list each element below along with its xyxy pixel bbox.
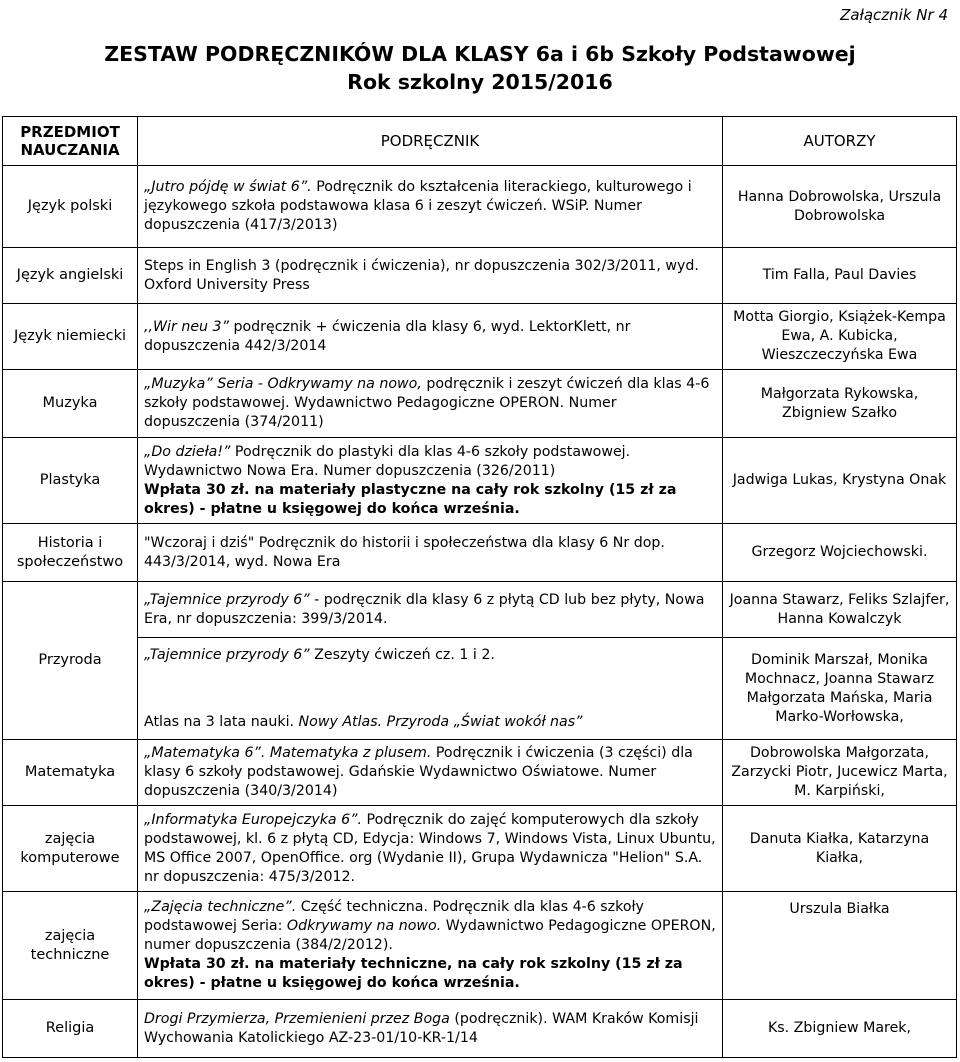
- payment-note: Wpłata 30 zł. na materiały techniczne, na cały rok szkolny (15 zł za okres) - płatne u księgowej do końca września.: [144, 956, 683, 991]
- book-cell: [138, 304, 723, 370]
- subject-cell: Matematyka: [3, 740, 138, 806]
- authors-cell: Ks. Zbigniew Marek,: [723, 1000, 957, 1058]
- authors-cell: Motta Giorgio, Książek-Kempa Ewa, A. Kubicka, Wieszczeczyńska Ewa: [723, 304, 957, 370]
- subject-cell: zajęcia komputerowe: [3, 806, 138, 892]
- book-details: Część techniczna. Podręcznik dla klas 4-6 szkoły podstawowej Seria:: [144, 899, 644, 934]
- book-cell: Steps in English 3 (podręcznik i ćwiczenia), nr dopuszczenia 302/3/2011, wyd. Oxford University Press: [138, 248, 723, 304]
- annex-label: Załącznik Nr 4: [840, 6, 948, 24]
- book-details: Podręcznik do zajęć komputerowych dla szkoły podstawowej, kl. 6 z płytą CD, Edycja: Windows 7, Windows Vista, Linux Ubuntu, MS Office 2007, OpenOffice. org (Wydanie II), Grupa Wydawnicza "Helion" S.A. nr dopuszczenia: 475/3/2012.: [144, 811, 716, 885]
- book-title: Drogi Przymierza, Przemienieni przez Boga: [144, 1010, 450, 1027]
- table-row: [3, 1000, 957, 1058]
- book-title: ,,Wir neu 3”: [144, 318, 229, 335]
- authors-cell: Grzegorz Wojciechowski.: [723, 524, 957, 582]
- book-cell: [138, 1000, 723, 1058]
- authors-cell: Małgorzata Rykowska, Zbigniew Szałko: [723, 370, 957, 438]
- table-row: [3, 582, 957, 638]
- book-cell: [138, 638, 723, 740]
- atlas-title: Nowy Atlas. Przyroda „Świat wokół nas”: [298, 714, 583, 730]
- table-row: [3, 370, 957, 438]
- book-cell: [138, 438, 723, 524]
- authors-cell: Jadwiga Lukas, Krystyna Onak: [723, 438, 957, 524]
- payment-note: Wpłata 30 zł. na materiały plastyczne na cały rok szkolny (15 zł za okres) - płatne u księgowej do końca września.: [144, 481, 677, 517]
- subject-cell: Muzyka: [3, 370, 138, 438]
- table-row: [3, 892, 957, 1000]
- textbook-table: [2, 116, 957, 1058]
- table-row: [3, 638, 957, 740]
- book-cell: [138, 370, 723, 438]
- page-title: [0, 40, 960, 96]
- book-details: podręcznik + ćwiczenia dla klasy 6, wyd. LektorKlett, nr dopuszczenia 442/3/2014: [144, 318, 631, 354]
- subject-cell: Historia i społeczeństwo: [3, 524, 138, 582]
- book-cell: [138, 892, 723, 1000]
- subject-cell: Język polski: [3, 166, 138, 248]
- table-row: [3, 806, 957, 892]
- book-details: - podręcznik dla klasy 6 z płytą CD lub bez płyty, Nowa Era, nr dopuszczenia: 399/3/2014.: [144, 591, 705, 627]
- table-row: [3, 166, 957, 248]
- subject-cell: zajęcia techniczne: [3, 892, 138, 1000]
- book-cell: [138, 806, 723, 892]
- book-title: „Jutro pójdę w świat 6”.: [144, 179, 312, 195]
- book-cell: [138, 582, 723, 638]
- subject-cell: Język niemiecki: [3, 304, 138, 370]
- table-row: [3, 524, 957, 582]
- authors-cell: Dominik Marszał, Monika Mochnacz, Joanna Stawarz Małgorzata Mańska, Maria Marko-Worłowska,: [723, 638, 957, 740]
- book-details: Podręcznik do kształcenia literackiego, kulturowego i językowego szkoła podstawowa klasa 6 i zeszyt ćwiczeń. WSiP. Numer dopuszczenia (417/3/2013): [144, 179, 692, 233]
- table-row: [3, 248, 957, 304]
- table-row: [3, 304, 957, 370]
- book-details: Podręcznik do plastyki dla klas 4-6 szkoły podstawowej. Wydawnictwo Nowa Era. Numer dopuszczenia (326/2011): [144, 443, 631, 479]
- book-title: „Muzyka” Seria - Odkrywamy na nowo,: [144, 376, 422, 392]
- title-line-1: ZESTAW PODRĘCZNIKÓW DLA KLASY 6a i 6b Szkoły Podstawowej: [104, 42, 856, 66]
- book-details: Zeszyty ćwiczeń cz. 1 i 2.: [309, 647, 495, 663]
- header-authors: AUTORZY: [723, 117, 957, 166]
- header-subject: PRZEDMIOT NAUCZANIA: [3, 117, 138, 166]
- book-title: „Informatyka Europejczyka 6”.: [144, 811, 363, 828]
- authors-cell: Urszula Białka: [723, 892, 957, 1000]
- book-cell: [138, 740, 723, 806]
- book-details: Podręcznik i ćwiczenia (3 części) dla klasy 6 szkoły podstawowej. Gdańskie Wydawnictwo Oświatowe. Numer dopuszczenia (340/3/2014): [144, 745, 693, 799]
- book-title: „Do dzieła!”: [144, 443, 231, 460]
- book-details: podręcznik i zeszyt ćwiczeń dla klas 4-6 szkoły podstawowej. Wydawnictwo Pedagogiczne OPERON. Numer dopuszczenia (374/2011): [144, 376, 710, 430]
- table-row: [3, 438, 957, 524]
- subject-cell: Przyroda: [3, 582, 138, 740]
- title-line-2: Rok szkolny 2015/2016: [347, 70, 613, 94]
- book-title: „Tajemnice przyrody 6”: [144, 591, 310, 608]
- subject-cell: Język angielski: [3, 248, 138, 304]
- table-header-row: [3, 117, 957, 166]
- atlas-text: Atlas na 3 lata nauki.: [144, 714, 299, 730]
- book-series: Odkrywamy na nowo.: [286, 918, 442, 934]
- subject-cell: Plastyka: [3, 438, 138, 524]
- header-book: PODRĘCZNIK: [138, 117, 723, 166]
- book-title: „Tajemnice przyrody 6”: [144, 647, 310, 663]
- authors-cell: Dobrowolska Małgorzata, Zarzycki Piotr, Jucewicz Marta, M. Karpiński,: [723, 740, 957, 806]
- book-details: (podręcznik). WAM Kraków Komisji Wychowania Katolickiego AZ-23-01/10-KR-1/14: [144, 1010, 699, 1046]
- book-publisher: Wydawnictwo Pedagogiczne OPERON, numer dopuszczenia (384/2/2012).: [144, 918, 716, 953]
- authors-cell: Hanna Dobrowolska, Urszula Dobrowolska: [723, 166, 957, 248]
- book-cell: "Wczoraj i dziś" Podręcznik do historii i społeczeństwa dla klasy 6 Nr dop. 443/3/2014, wyd. Nowa Era: [138, 524, 723, 582]
- authors-cell: Danuta Kiałka, Katarzyna Kiałka,: [723, 806, 957, 892]
- table-row: [3, 740, 957, 806]
- book-title: „Zajęcia techniczne”.: [144, 899, 297, 915]
- authors-cell: Tim Falla, Paul Davies: [723, 248, 957, 304]
- subject-cell: Religia: [3, 1000, 138, 1058]
- book-title: „Matematyka 6”. Matematyka z plusem.: [144, 745, 432, 761]
- book-cell: [138, 166, 723, 248]
- authors-cell: Joanna Stawarz, Feliks Szlajfer, Hanna Kowalczyk: [723, 582, 957, 638]
